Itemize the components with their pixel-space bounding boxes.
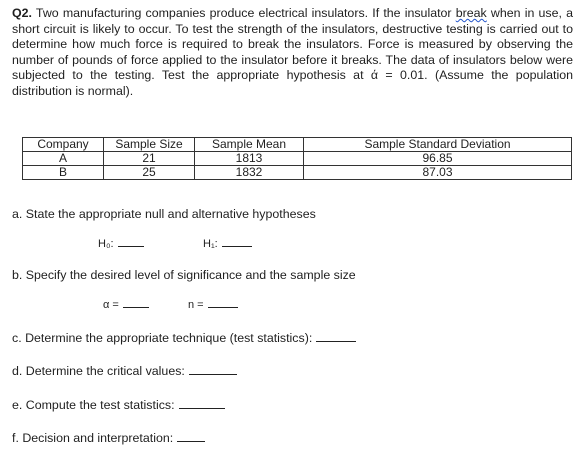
question-text-before: Two manufacturing companies produce electrical insulators. If the insulator: [31, 6, 456, 20]
n-label: n =: [188, 299, 204, 311]
part-e: e. Compute the test statistics:: [12, 398, 175, 412]
part-f-line: [12, 431, 205, 445]
part-f-blank: [177, 440, 205, 442]
alpha-line: [103, 299, 149, 311]
h1-blank: [222, 245, 252, 247]
h1-label: H₁:: [203, 238, 218, 250]
cell-sd: 87.03: [304, 166, 572, 180]
cell-company: B: [23, 166, 104, 180]
table-header-row: [23, 138, 572, 152]
n-blank: [208, 306, 238, 308]
cell-company: A: [23, 152, 104, 166]
cell-size: 21: [104, 152, 195, 166]
spellcheck-flagged-word: break: [455, 6, 487, 20]
sample-data-table: [22, 137, 572, 180]
alpha-label: α =: [103, 299, 119, 311]
part-c-blank: [316, 340, 356, 342]
h0-blank: [118, 245, 144, 247]
table-row: [23, 166, 572, 180]
header-sample-size: Sample Size: [104, 138, 195, 152]
n-line: [188, 299, 238, 311]
cell-mean: 1813: [195, 152, 304, 166]
part-c: c. Determine the appropriate technique (test statistics):: [12, 331, 313, 345]
part-b: b. Specify the desired level of significance and the sample size: [12, 268, 356, 282]
h0-label: H₀:: [98, 238, 114, 250]
question-text-after: when in use, a short circuit is likely to occur. To test the strength of the insulators, destructive testing is carried out to determine how much force is required to break the insulators. Force is measured by observing the number of pounds of force applied to the insulator before it breaks. The data of insulators below were subjected to the testing. Test the appropriate hypothesis at ά = 0.01. (Assume the population distribution is normal).: [12, 6, 573, 98]
question-label: Q2.: [12, 6, 32, 20]
part-c-line: [12, 331, 356, 345]
cell-mean: 1832: [195, 166, 304, 180]
cell-sd: 96.85: [304, 152, 572, 166]
alpha-blank: [123, 306, 149, 308]
part-e-line: [12, 398, 225, 412]
h0-line: [98, 238, 144, 250]
part-e-blank: [179, 407, 225, 409]
table-row: [23, 152, 572, 166]
header-sample-sd: Sample Standard Deviation: [304, 138, 572, 152]
header-company: Company: [23, 138, 104, 152]
question-text: [12, 6, 573, 100]
cell-size: 25: [104, 166, 195, 180]
part-d-line: [12, 364, 237, 378]
part-d: d. Determine the critical values:: [12, 364, 185, 378]
header-sample-mean: Sample Mean: [195, 138, 304, 152]
h1-line: [203, 238, 252, 250]
part-f: f. Decision and interpretation:: [12, 431, 174, 445]
part-a: a. State the appropriate null and alternative hypotheses: [12, 207, 316, 221]
part-d-blank: [189, 373, 237, 375]
